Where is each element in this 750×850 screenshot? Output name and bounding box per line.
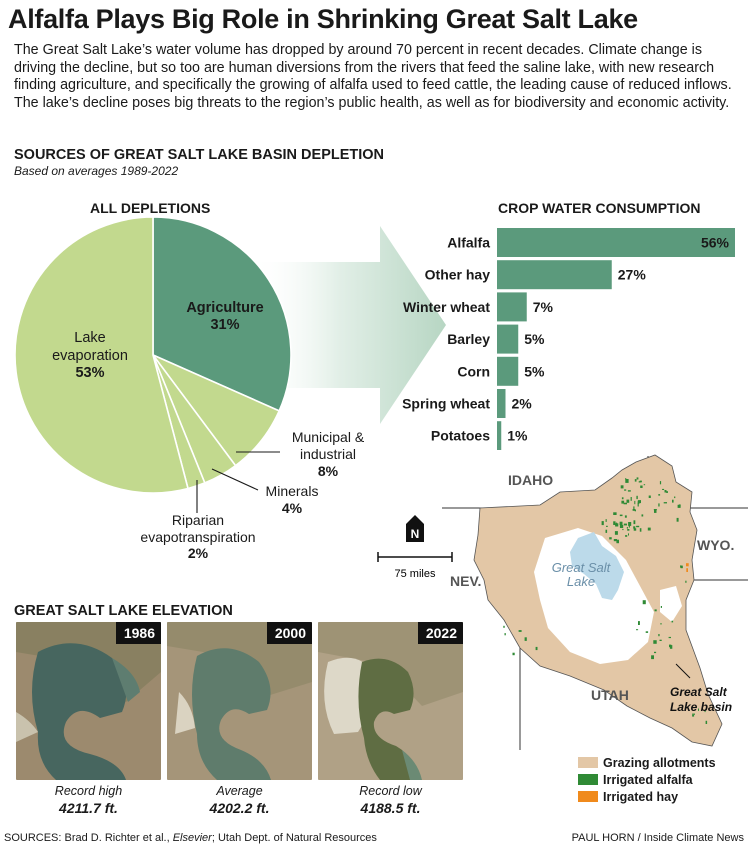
- sources-suffix: ; Utah Dept. of Natural Resources: [211, 832, 377, 844]
- bar-category-label-alfalfa: Alfalfa: [447, 234, 490, 251]
- field-speck: [681, 566, 683, 569]
- field-speck: [679, 504, 681, 506]
- caption-label-1986: Record high: [54, 784, 123, 798]
- leader-minerals: [212, 469, 258, 490]
- field-speck: [636, 629, 638, 630]
- photo-2022-image: [318, 622, 463, 780]
- field-speck: [649, 496, 651, 499]
- legend-item-hay: [578, 788, 716, 805]
- map-label-wyoming: WYO.: [697, 537, 735, 553]
- field-speck: [643, 600, 646, 604]
- field-speck: [666, 491, 668, 493]
- north-arrow-icon: [406, 515, 424, 542]
- field-speck: [620, 525, 623, 528]
- caption-value-2000: 4202.2 ft.: [209, 800, 270, 816]
- credit-line: PAUL HORN / Inside Climate News: [571, 832, 744, 844]
- legend-label-alfalfa: Irrigated alfalfa: [603, 772, 693, 787]
- pie-label-riparian-value: 2%: [187, 545, 209, 561]
- page-title: Alfalfa Plays Big Role in Shrinking Great Salt Lake: [8, 4, 638, 34]
- field-speck: [634, 520, 636, 524]
- pie-label-municipal-value: 8%: [317, 463, 339, 479]
- field-speck: [633, 509, 636, 511]
- field-speck: [631, 497, 632, 501]
- caption-label-2000: Average: [216, 784, 263, 798]
- field-speck: [660, 623, 661, 624]
- pie-label-minerals-value: 4%: [281, 500, 303, 516]
- field-speck: [633, 526, 635, 528]
- pie-chart-title: ALL DEPLETIONS: [90, 200, 211, 216]
- field-speck: [648, 528, 651, 531]
- bar-category-label-other-hay: Other hay: [424, 266, 490, 283]
- pie-label-agriculture: [170, 300, 280, 334]
- field-speck: [505, 633, 506, 635]
- year-tag-2000: 2000: [267, 622, 312, 644]
- pie-label-riparian: [118, 512, 278, 562]
- scale-bar: [378, 552, 452, 580]
- bar-spring-wheat: [497, 389, 506, 418]
- field-speck: [606, 530, 608, 533]
- field-speck: [686, 568, 688, 572]
- bar-alfalfa: [497, 228, 735, 257]
- field-speck: [635, 479, 637, 482]
- field-speck: [628, 522, 631, 526]
- field-speck: [686, 563, 689, 566]
- bar-potatoes: [497, 421, 501, 450]
- field-speck: [654, 652, 656, 653]
- bar-value-label-corn: 5%: [524, 363, 545, 380]
- pie-label-lake-evaporation-name: Lake evaporation: [52, 330, 128, 364]
- field-speck: [615, 523, 618, 526]
- field-speck: [644, 484, 645, 485]
- field-speck: [655, 609, 657, 611]
- bar-value-label-barley: 5%: [524, 331, 545, 348]
- field-speck: [625, 478, 626, 479]
- field-speck: [525, 637, 527, 641]
- pie-label-lake-evaporation-value: 53%: [75, 365, 105, 381]
- field-speck: [672, 500, 674, 503]
- map-label-idaho: IDAHO: [508, 472, 554, 488]
- legend-item-alfalfa: [578, 771, 716, 788]
- bar-chart: [380, 222, 750, 450]
- field-speck: [642, 514, 644, 516]
- field-speck: [674, 497, 675, 499]
- bar-barley: [497, 325, 518, 354]
- field-speck: [622, 529, 623, 530]
- field-speck: [706, 721, 708, 724]
- field-speck: [622, 497, 624, 499]
- bar-value-label-potatoes: 1%: [507, 427, 528, 444]
- field-speck: [613, 512, 616, 515]
- bar-value-label-winter-wheat: 7%: [532, 298, 553, 315]
- field-speck: [670, 645, 672, 649]
- satellite-photo-2022: [318, 622, 463, 780]
- field-speck: [638, 503, 639, 507]
- legend-swatch-hay: [578, 791, 598, 802]
- field-speck: [636, 496, 637, 499]
- bar-value-label-spring-wheat: 2%: [511, 395, 532, 412]
- legend-item-grazing: [578, 754, 716, 771]
- caption-value-2022: 4188.5 ft.: [360, 800, 421, 816]
- field-speck: [616, 540, 619, 544]
- field-speck: [638, 621, 640, 625]
- map-legend: [578, 754, 716, 805]
- field-speck: [621, 501, 624, 504]
- field-speck: [634, 501, 635, 504]
- bar-value-label-other-hay: 27%: [617, 266, 646, 283]
- pie-label-agriculture-name: Agriculture: [186, 300, 264, 316]
- field-speck: [660, 481, 661, 484]
- field-speck: [629, 525, 630, 527]
- elevation-heading: GREAT SALT LAKE ELEVATION: [14, 603, 233, 619]
- map-label-basin-2: Lake basin: [670, 700, 733, 714]
- year-tag-2022: 2022: [418, 622, 463, 644]
- bar-corn: [497, 357, 518, 386]
- map-label-lake-1: Great Salt: [551, 560, 611, 575]
- field-speck: [636, 526, 639, 527]
- photo-2000-image: [167, 622, 312, 780]
- bar-winter-wheat: [497, 292, 527, 321]
- field-speck: [685, 581, 686, 583]
- map-label-nevada: NEV.: [450, 573, 482, 589]
- field-speck: [625, 535, 627, 537]
- field-speck: [637, 477, 639, 479]
- photo-1986-image: [16, 622, 161, 780]
- field-speck: [672, 621, 674, 623]
- bar-group: [402, 228, 735, 450]
- legend-label-grazing: Grazing allotments: [603, 755, 716, 770]
- year-tag-1986: 1986: [116, 622, 161, 644]
- field-speck: [624, 503, 627, 505]
- legend-swatch-grazing: [578, 757, 598, 768]
- section-heading: SOURCES OF GREAT SALT LAKE BASIN DEPLETION: [14, 147, 385, 163]
- map-label-utah: UTAH: [591, 687, 629, 703]
- field-speck: [606, 519, 607, 522]
- field-speck: [677, 518, 679, 522]
- field-speck: [640, 528, 642, 532]
- field-speck: [654, 509, 657, 513]
- field-speck: [661, 606, 662, 608]
- sources-prefix: SOURCES: Brad D. Richter et al.,: [4, 832, 173, 844]
- field-speck: [606, 526, 608, 527]
- field-speck: [536, 647, 538, 650]
- satellite-photo-1986: [16, 622, 161, 780]
- bar-category-label-winter-wheat: Winter wheat: [403, 298, 490, 315]
- bar-category-label-barley: Barley: [447, 331, 490, 348]
- field-speck: [625, 479, 628, 483]
- field-speck: [620, 522, 623, 525]
- field-speck: [662, 489, 664, 490]
- field-speck: [658, 503, 659, 506]
- legend-swatch-alfalfa: [578, 774, 598, 785]
- field-speck: [602, 521, 604, 525]
- pie-label-lake-evaporation: [40, 330, 140, 383]
- field-speck: [620, 515, 623, 517]
- scale-label: 75 miles: [394, 568, 436, 580]
- field-speck: [640, 486, 642, 489]
- field-speck: [627, 529, 629, 531]
- intro-paragraph: The Great Salt Lake’s water volume has dropped by around 70 percent in recent decades. Climate change is driving the decline, but so too are human diversions from the rivers that feed the saline lake, with new research finding agriculture, and specifically the growing of alfalfa used to feed cattle, the leading cause of reduced inflows. The lake’s decline poses big threats to the region’s public health, as well as for biodiversity and economic activity.: [14, 42, 732, 111]
- field-speck: [692, 715, 694, 717]
- field-speck: [519, 630, 522, 632]
- bar-chart-title: CROP WATER CONSUMPTION: [498, 200, 701, 216]
- svg-text:N: N: [410, 527, 420, 541]
- map-label-lake-2: Lake: [566, 574, 596, 589]
- pie-label-municipal-name: Municipal & industrial: [291, 429, 365, 462]
- field-speck: [664, 502, 667, 503]
- field-speck: [628, 490, 631, 491]
- satellite-photo-2000: [167, 622, 312, 780]
- bar-category-label-corn: Corn: [457, 363, 490, 380]
- field-speck: [658, 634, 659, 636]
- field-speck: [651, 655, 654, 659]
- caption-label-2022: Record low: [359, 784, 422, 798]
- field-speck: [634, 528, 637, 530]
- section-subheading: Based on averages 1989-2022: [14, 164, 179, 178]
- bar-category-label-potatoes: Potatoes: [430, 427, 490, 444]
- pie-label-municipal: [278, 429, 378, 480]
- legend-label-hay: Irrigated hay: [603, 789, 679, 804]
- pie-label-agriculture-value: 31%: [210, 317, 240, 333]
- pie-label-riparian-name: Riparian evapotranspiration: [140, 512, 256, 545]
- field-speck: [627, 500, 630, 503]
- field-speck: [627, 527, 628, 529]
- field-speck: [624, 524, 627, 526]
- bar-value-label-alfalfa: 56%: [700, 234, 729, 251]
- field-speck: [625, 515, 627, 517]
- sources-line: [4, 832, 377, 844]
- sources-journal: Elsevier: [172, 832, 212, 844]
- field-speck: [624, 489, 626, 490]
- field-speck: [609, 537, 612, 539]
- field-speck: [653, 640, 656, 644]
- bar-other-hay: [497, 260, 612, 289]
- field-speck: [615, 531, 618, 535]
- field-speck: [669, 637, 671, 638]
- pie-label-minerals-name: Minerals: [265, 483, 319, 499]
- field-speck: [621, 485, 624, 488]
- field-speck: [628, 533, 629, 535]
- field-speck: [513, 653, 515, 656]
- field-speck: [639, 481, 641, 482]
- map-label-basin-1: Great Salt: [670, 685, 727, 699]
- field-speck: [503, 626, 504, 628]
- bar-category-label-spring-wheat: Spring wheat: [402, 395, 490, 412]
- field-speck: [658, 494, 660, 496]
- field-speck: [660, 640, 662, 641]
- field-speck: [646, 631, 648, 633]
- caption-value-1986: 4211.7 ft.: [59, 800, 118, 816]
